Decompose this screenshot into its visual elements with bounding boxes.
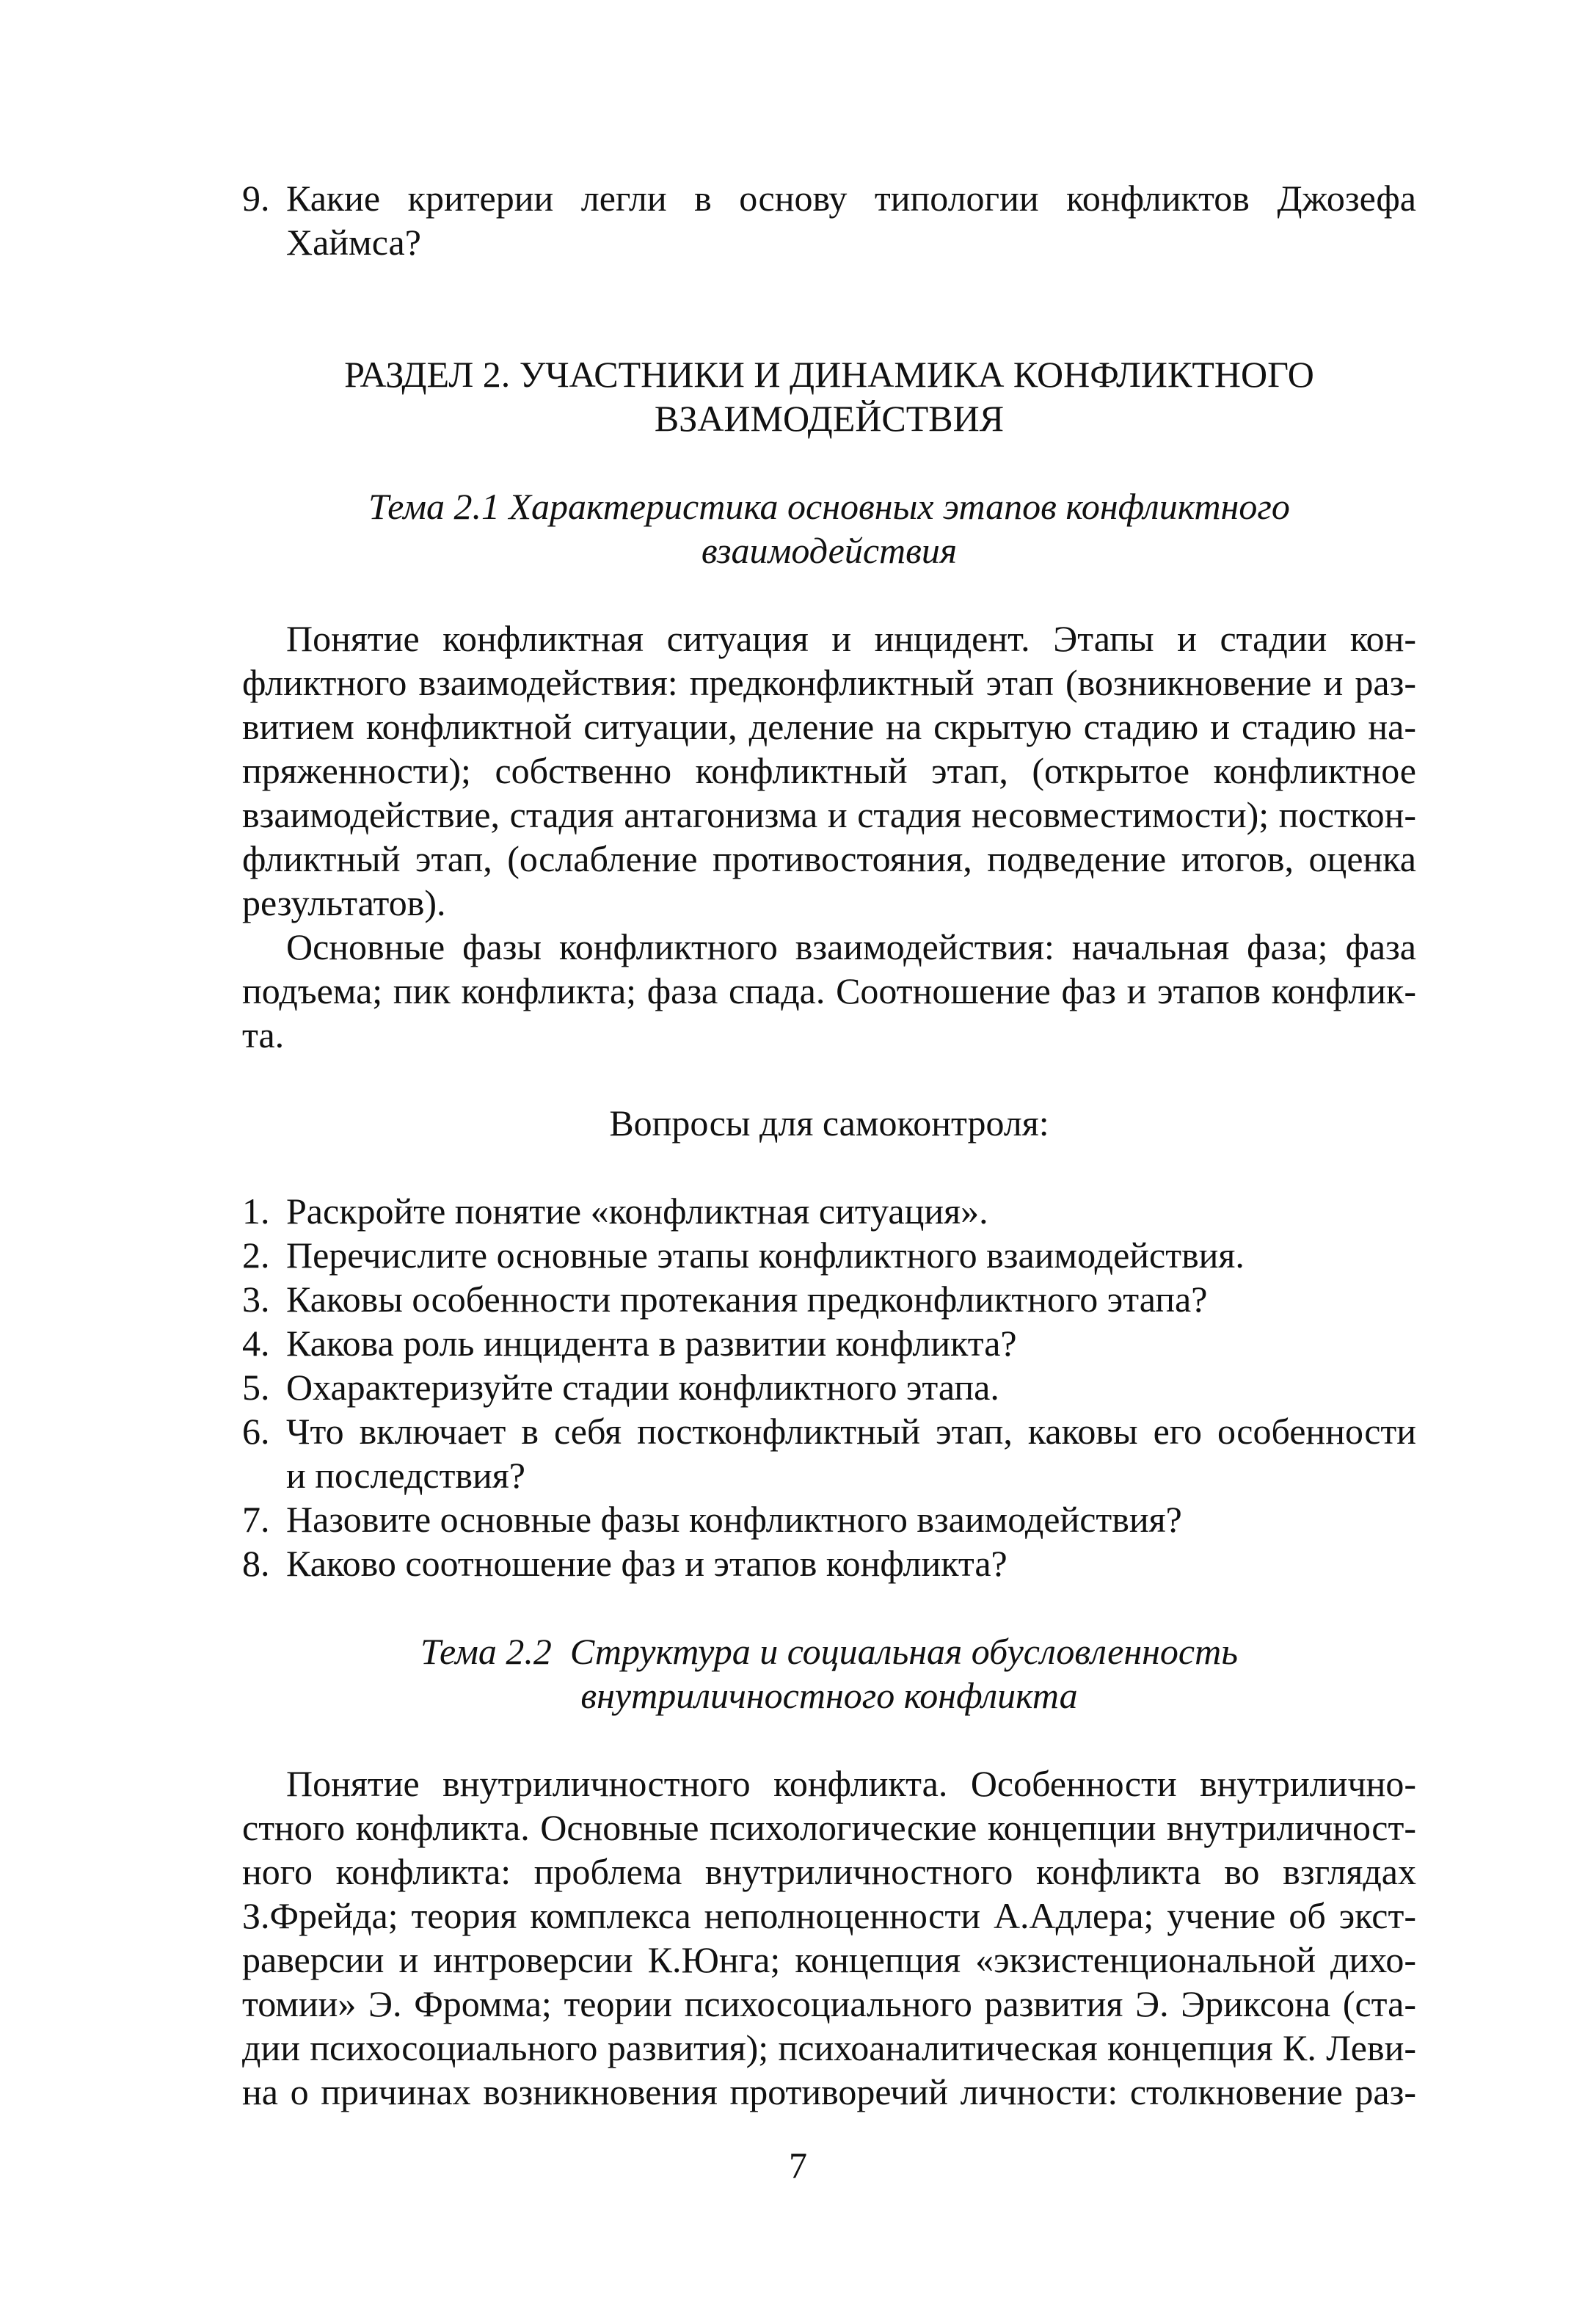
paragraph-line: фликтного взаимодействия: предконфликтный этап (возникновение и раз- bbox=[242, 662, 1416, 703]
list-item-number: 6. bbox=[242, 1411, 270, 1452]
topic-2-2-paragraph-1 bbox=[242, 1762, 1416, 2114]
section-title-line: РАЗДЕЛ 2. УЧАСТНИКИ И ДИНАМИКА КОНФЛИКТНОГО bbox=[344, 354, 1314, 395]
topic-2-2-title bbox=[242, 1629, 1416, 1717]
list-item-line: Раскройте понятие «конфликтная ситуация». bbox=[286, 1190, 988, 1232]
page-number: 7 bbox=[789, 2145, 807, 2186]
list-item bbox=[242, 176, 1416, 264]
topic-title-line: взаимодействия bbox=[701, 530, 958, 571]
list-item-line: и последствия? bbox=[286, 1455, 525, 1496]
list-item bbox=[242, 1189, 1416, 1233]
list-item-number: 1. bbox=[242, 1190, 270, 1232]
paragraph-line: Понятие внутриличностного конфликта. Особенности внутрилично- bbox=[286, 1763, 1416, 1804]
questions-heading bbox=[242, 1101, 1416, 1145]
list-item bbox=[242, 1409, 1416, 1497]
list-item bbox=[242, 1233, 1416, 1277]
list-item-line: Каково соотношение фаз и этапов конфликта? bbox=[286, 1543, 1007, 1584]
self-control-questions-list bbox=[242, 1189, 1416, 1585]
paragraph-line: дии психосоциального развития); психоаналитическая концепция К. Леви- bbox=[242, 2027, 1416, 2068]
list-item-line: Какова роль инцидента в развитии конфликта? bbox=[286, 1323, 1017, 1364]
questions-heading-text: Вопросы для самоконтроля: bbox=[609, 1102, 1049, 1144]
list-item-line: Хаймса? bbox=[286, 222, 421, 263]
page-content bbox=[242, 176, 1416, 2114]
list-item-number: 2. bbox=[242, 1235, 270, 1276]
list-item bbox=[242, 1321, 1416, 1365]
topic-title-line: внутриличностного конфликта bbox=[580, 1675, 1078, 1716]
paragraph-line: витием конфликтной ситуации, деление на скрытую стадию и стадию на- bbox=[242, 706, 1416, 747]
section-title bbox=[242, 352, 1416, 440]
paragraph-line: Основные фазы конфликтного взаимодействия: начальная фаза; фаза bbox=[286, 926, 1416, 967]
list-item bbox=[242, 1541, 1416, 1585]
paragraph-line: результатов). bbox=[242, 882, 446, 923]
list-item-line: Назовите основные фазы конфликтного взаимодействия? bbox=[286, 1499, 1182, 1540]
paragraph-line: пряженности); собственно конфликтный этап, (открытое конфликтное bbox=[242, 750, 1416, 791]
list-item-number: 4. bbox=[242, 1323, 270, 1364]
paragraph-line: взаимодействие, стадия антагонизма и стадия несовместимости); посткон- bbox=[242, 794, 1416, 835]
list-item bbox=[242, 1277, 1416, 1321]
list-item-line: Перечислите основные этапы конфликтного взаимодействия. bbox=[286, 1235, 1245, 1276]
list-item-number: 3. bbox=[242, 1279, 270, 1320]
section-title-line: ВЗАИМОДЕЙСТВИЯ bbox=[654, 398, 1005, 439]
list-item-line: Какие критерии легли в основу типологии конфликтов Джозефа bbox=[286, 178, 1416, 219]
topic-2-1-paragraph-1 bbox=[242, 617, 1416, 925]
list-item-number: 7. bbox=[242, 1499, 270, 1540]
list-item-line: Что включает в себя постконфликтный этап, каковы его особенности bbox=[286, 1411, 1416, 1452]
paragraph-line: Понятие конфликтная ситуация и инцидент. Этапы и стадии кон- bbox=[286, 618, 1416, 659]
list-item-number: 5. bbox=[242, 1367, 270, 1408]
topic-title-line: Тема 2.2 Структура и социальная обусловленность bbox=[420, 1631, 1238, 1672]
list-item-line: Охарактеризуйте стадии конфликтного этапа. bbox=[286, 1367, 999, 1408]
previous-questions-list bbox=[242, 176, 1416, 264]
topic-2-1-paragraph-2 bbox=[242, 925, 1416, 1057]
paragraph-line: З.Фрейда; теория комплекса неполноценности А.Адлера; учение об экст- bbox=[242, 1895, 1416, 1936]
paragraph-line: ного конфликта: проблема внутриличностного конфликта во взглядах bbox=[242, 1851, 1416, 1892]
list-item bbox=[242, 1365, 1416, 1409]
paragraph-line: на о причинах возникновения противоречий личности: столкновение раз- bbox=[242, 2071, 1416, 2112]
paragraph-line: фликтный этап, (ослабление противостояния, подведение итогов, оценка bbox=[242, 838, 1416, 879]
paragraph-line: та. bbox=[242, 1014, 285, 1055]
paragraph-line: томии» Э. Фромма; теории психосоциального развития Э. Эриксона (ста- bbox=[242, 1983, 1416, 2024]
paragraph-line: подъема; пик конфликта; фаза спада. Соотношение фаз и этапов конфлик- bbox=[242, 970, 1416, 1011]
topic-2-1-title bbox=[242, 484, 1416, 572]
paragraph-line: раверсии и интроверсии К.Юнга; концепция «экзистенциональной дихо- bbox=[242, 1939, 1416, 1980]
list-item-line: Каковы особенности протекания предконфликтного этапа? bbox=[286, 1279, 1208, 1320]
list-item-number: 8. bbox=[242, 1543, 270, 1584]
topic-title-line: Тема 2.1 Характеристика основных этапов конфликтного bbox=[368, 486, 1290, 527]
list-item-number: 9. bbox=[242, 178, 270, 219]
list-item bbox=[242, 1497, 1416, 1541]
paragraph-line: стного конфликта. Основные психологические концепции внутриличност- bbox=[242, 1807, 1416, 1848]
